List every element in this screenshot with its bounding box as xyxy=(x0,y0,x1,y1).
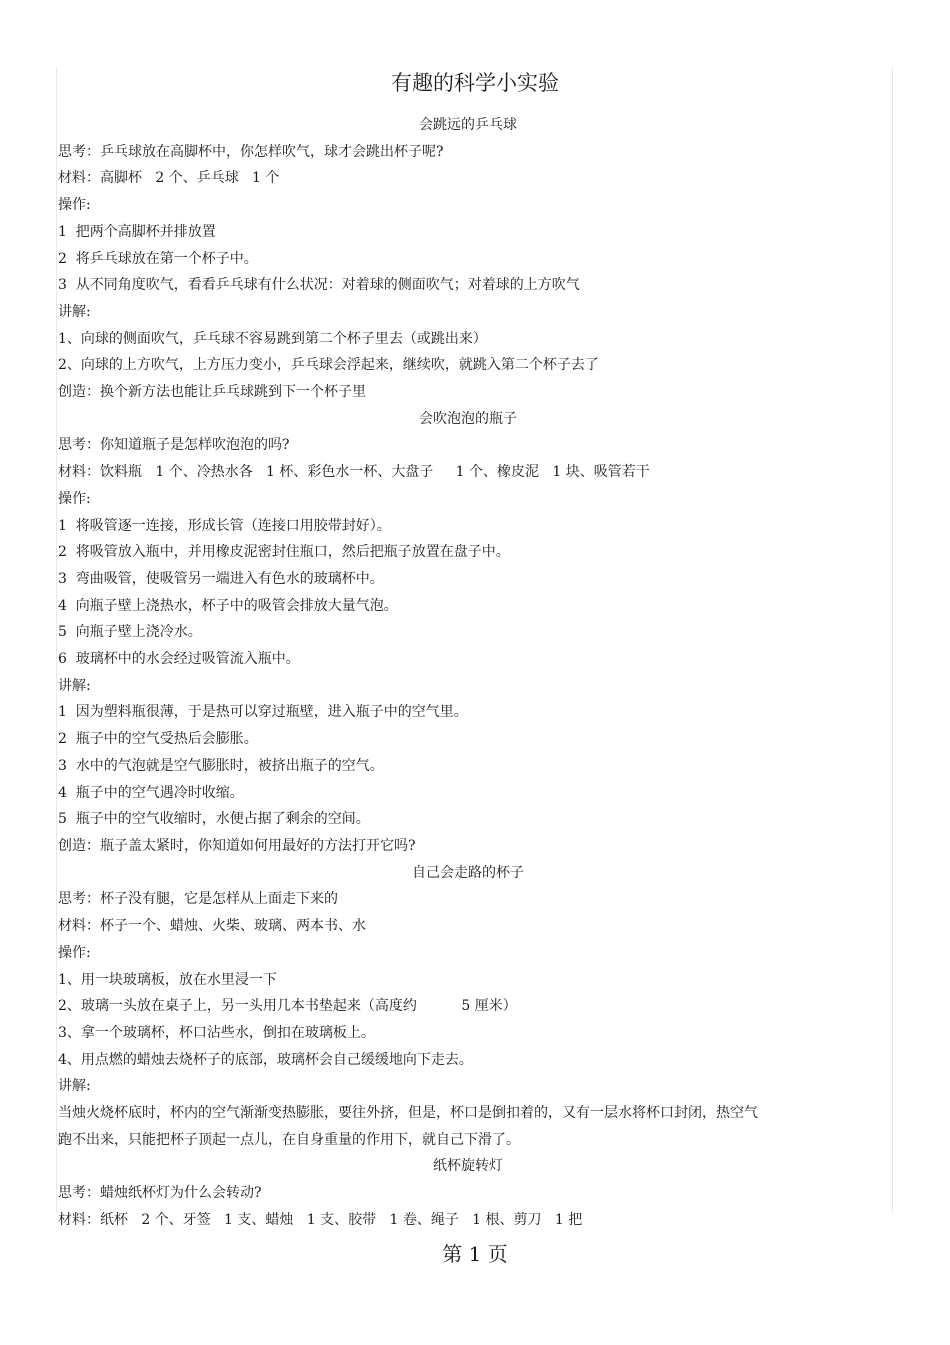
text-line: 材料：纸杯 2 个、牙签 1 支、蜡烛 1 支、胶带 1 卷、绳子 1 根、剪刀 1 把 xyxy=(58,1211,583,1228)
text-line: 材料：高脚杯 2 个、乒乓球 1 个 xyxy=(58,170,280,187)
text-line: 1 将吸管逐一连接，形成长管（连接口用胶带封好）。 xyxy=(58,517,391,534)
text-line: 3 水中的气泡就是空气膨胀时，被挤出瓶子的空气。 xyxy=(58,757,384,774)
text-line: 3、拿一个玻璃杯，杯口沾些水，倒扣在玻璃板上。 xyxy=(58,1024,375,1041)
document-body xyxy=(58,112,828,1234)
section-heading: 会跳远的乒乓球 xyxy=(419,117,517,133)
section-heading: 纸杯旋转灯 xyxy=(433,1158,503,1175)
text-line: 2、向球的上方吹气，上方压力变小，乒乓球会浮起来，继续吹，就跳入第二个杯子去了 xyxy=(58,357,599,374)
text-line: 1 因为塑料瓶很薄，于是热可以穿过瓶壁，进入瓶子中的空气里。 xyxy=(58,704,468,721)
text-line: 1、向球的侧面吹气，乒乓球不容易跳到第二个杯子里去（或跳出来） xyxy=(58,330,487,347)
text-line: 3 弯曲吸管，使吸管另一端进入有色水的玻璃杯中。 xyxy=(58,570,384,587)
text-line: 操作: xyxy=(58,197,91,214)
text-line: 跑不出来，只能把杯子顶起一点儿，在自身重量的作用下，就自己下滑了。 xyxy=(58,1131,520,1148)
text-line: 思考：乒乓球放在高脚杯中，你怎样吹气，球才会跳出杯子呢? xyxy=(58,143,444,160)
text-line: 1 把两个高脚杯并排放置 xyxy=(58,223,216,240)
text-line: 思考：你知道瓶子是怎样吹泡泡的吗? xyxy=(58,437,290,454)
text-line: 2、玻璃一头放在桌子上，另一头用几本书垫起来（高度约 5 厘米） xyxy=(58,998,517,1015)
document-title: 有趣的科学小实验 xyxy=(391,71,559,95)
text-line: 4 向瓶子壁上浇热水，杯子中的吸管会排放大量气泡。 xyxy=(58,597,398,614)
section-heading: 自己会走路的杯子 xyxy=(412,864,524,881)
text-line: 创造：瓶子盖太紧时，你知道如何用最好的方法打开它吗? xyxy=(58,837,416,854)
page-border-left xyxy=(56,68,57,1213)
text-line: 5 向瓶子壁上浇冷水。 xyxy=(58,624,202,641)
text-line: 当烛火烧杯底时，杯内的空气渐渐变热膨胀，要往外挤，但是，杯口是倒扣着的，又有一层水将杯口封闭，热空气 xyxy=(58,1105,758,1122)
text-line: 1、用一块玻璃板，放在水里浸一下 xyxy=(58,971,277,988)
text-line: 2 将乒乓球放在第一个杯子中。 xyxy=(58,250,258,267)
text-line: 操作: xyxy=(58,490,91,507)
text-line: 材料：饮料瓶 1 个、冷热水各 1 杯、彩色水一杯、大盘子 1 个、橡皮泥 1 块、吸管若干 xyxy=(58,464,650,481)
text-line: 5 瓶子中的空气收缩时，水便占据了剩余的空间。 xyxy=(58,811,370,828)
text-line: 2 瓶子中的空气受热后会膨胀。 xyxy=(58,731,258,748)
text-line: 操作: xyxy=(58,944,91,961)
text-line: 讲解: xyxy=(58,1078,91,1095)
section-heading: 会吹泡泡的瓶子 xyxy=(419,410,517,427)
text-line: 讲解: xyxy=(58,677,91,694)
text-line: 4、用点燃的蜡烛去烧杯子的底部，玻璃杯会自己缓缓地向下走去。 xyxy=(58,1051,473,1068)
text-line: 创造：换个新方法也能让乒乓球跳到下一个杯子里 xyxy=(58,384,366,401)
text-line: 材料：杯子一个、蜡烛、火柴、玻璃、两本书、水 xyxy=(58,918,366,935)
text-line: 思考：杯子没有腿，它是怎样从上面走下来的 xyxy=(58,891,338,908)
text-line: 4 瓶子中的空气遇冷时收缩。 xyxy=(58,784,244,801)
page-number: 第 1 页 xyxy=(442,1242,508,1266)
text-line: 思考：蜡烛纸杯灯为什么会转动? xyxy=(58,1185,262,1202)
text-line: 2 将吸管放入瓶中，并用橡皮泥密封住瓶口，然后把瓶子放置在盘子中。 xyxy=(58,544,510,561)
page-border-right xyxy=(892,68,893,1213)
text-line: 3 从不同角度吹气，看看乒乓球有什么状况：对着球的侧面吹气；对着球的上方吹气 xyxy=(58,277,580,294)
text-line: 6 玻璃杯中的水会经过吸管流入瓶中。 xyxy=(58,651,300,668)
text-line: 讲解: xyxy=(58,303,91,320)
